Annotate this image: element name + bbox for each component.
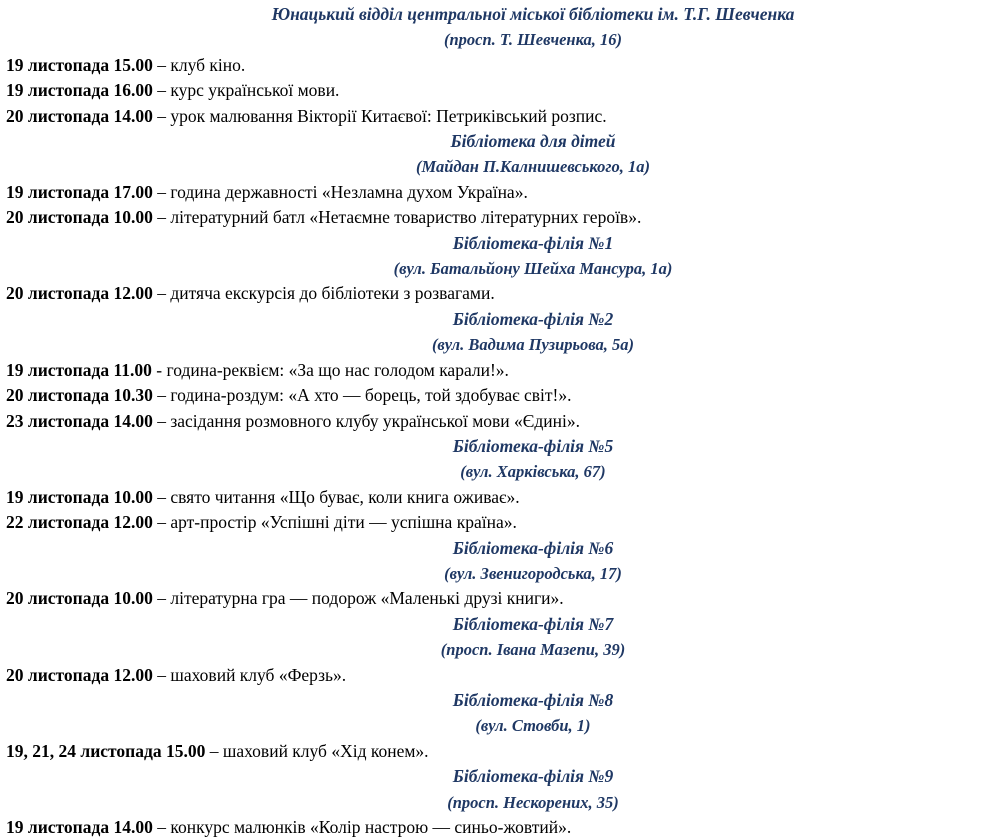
event-text: – конкурс малюнків «Колір настрою — синьо-жовтий». [157, 817, 572, 837]
section-address: (вул. Вадима Пузирьова, 5а) [431, 335, 635, 355]
section-address: (вул. Харківська, 67) [460, 462, 606, 482]
event-datetime: 20 листопада 14.00 [6, 105, 153, 126]
section-title: Бібліотека-філія №6 [452, 537, 614, 558]
event-text: – курс української мови. [157, 80, 340, 101]
event-line [0, 180, 993, 205]
event-line [0, 815, 993, 840]
event-datetime: 20 листопада 12.00 [6, 283, 153, 304]
event-line [0, 358, 993, 383]
event-datetime: 19 листопада 14.00 [6, 817, 153, 837]
section-title: Бібліотека-філія №2 [452, 308, 614, 329]
event-text: – засідання розмовного клубу української мови «Єдині». [157, 410, 580, 431]
event-line [0, 510, 993, 535]
event-datetime: 20 листопада 10.00 [6, 207, 153, 228]
section-address: (вул. Звенигородська, 17) [444, 563, 622, 583]
event-datetime: 19 листопада 15.00 [6, 54, 153, 75]
event-line [0, 663, 993, 688]
section-address: (вул. Стовби, 1) [475, 716, 591, 736]
section-address: (вул. Батальйону Шейха Мансура, 1а) [393, 259, 673, 279]
event-text: – літературний батл «Нетаємне товариство літературних героїв». [157, 207, 642, 228]
section-title: Бібліотека-філія №1 [452, 232, 614, 253]
event-datetime: 20 листопада 10.00 [6, 588, 153, 609]
event-line [0, 53, 993, 78]
event-text: – шаховий клуб «Хід конем». [209, 740, 429, 761]
event-line [0, 281, 993, 306]
event-text: – свято читання «Що буває, коли книга оживає». [157, 486, 520, 507]
event-text: – година-роздум: «А хто — борець, той здобуває світ!». [157, 385, 572, 406]
event-line [0, 409, 993, 434]
section-address: (Майдан П.Калнишевського, 1а) [416, 157, 650, 177]
section-title: Юнацький відділ центральної міської бібліотеки ім. Т.Г. Шевченка [271, 4, 795, 24]
event-line [0, 205, 993, 230]
section-address: (просп. Т. Шевченка, 16) [443, 30, 623, 50]
event-text: – урок малювання Вікторії Китаєвої: Петриківський розпис. [157, 105, 607, 126]
event-text: – дитяча екскурсія до бібліотеки з розвагами. [157, 283, 495, 304]
section-title: Бібліотека-філія №5 [452, 435, 614, 456]
section-title: Бібліотека для дітей [450, 131, 616, 152]
event-datetime: 19 листопада 16.00 [6, 80, 153, 101]
event-line [0, 739, 993, 764]
event-datetime: 22 листопада 12.00 [6, 512, 153, 533]
event-text: – літературна гра — подорож «Маленькі друзі книги». [157, 588, 564, 609]
section-title: Бібліотека-філія №9 [452, 766, 614, 787]
section-address: (просп. Нескорених, 35) [447, 792, 619, 812]
event-line [0, 485, 993, 510]
event-datetime: 19, 21, 24 листопада 15.00 [6, 740, 206, 761]
event-line [0, 78, 993, 103]
event-text: – арт-простір «Успішні діти — успішна країна». [157, 512, 517, 533]
event-text: – година державності «Незламна духом Україна». [157, 181, 528, 202]
event-datetime: 23 листопада 14.00 [6, 410, 153, 431]
event-datetime: 19 листопада 10.00 [6, 486, 153, 507]
section-title: Бібліотека-філія №8 [452, 689, 614, 710]
event-text: – шаховий клуб «Ферзь». [157, 664, 347, 685]
event-datetime: 20 листопада 10.30 [6, 385, 153, 406]
event-datetime: 19 листопада 11.00 [6, 359, 152, 380]
event-line [0, 383, 993, 408]
section-address: (просп. Івана Мазепи, 39) [440, 640, 626, 660]
event-line [0, 104, 993, 129]
event-datetime: 19 листопада 17.00 [6, 181, 153, 202]
event-datetime: 20 листопада 12.00 [6, 664, 153, 685]
event-text: - година-реквієм: «За що нас голодом карали!». [156, 359, 509, 380]
section-title: Бібліотека-філія №7 [452, 613, 614, 634]
event-text: – клуб кіно. [157, 54, 246, 75]
event-line [0, 586, 993, 611]
